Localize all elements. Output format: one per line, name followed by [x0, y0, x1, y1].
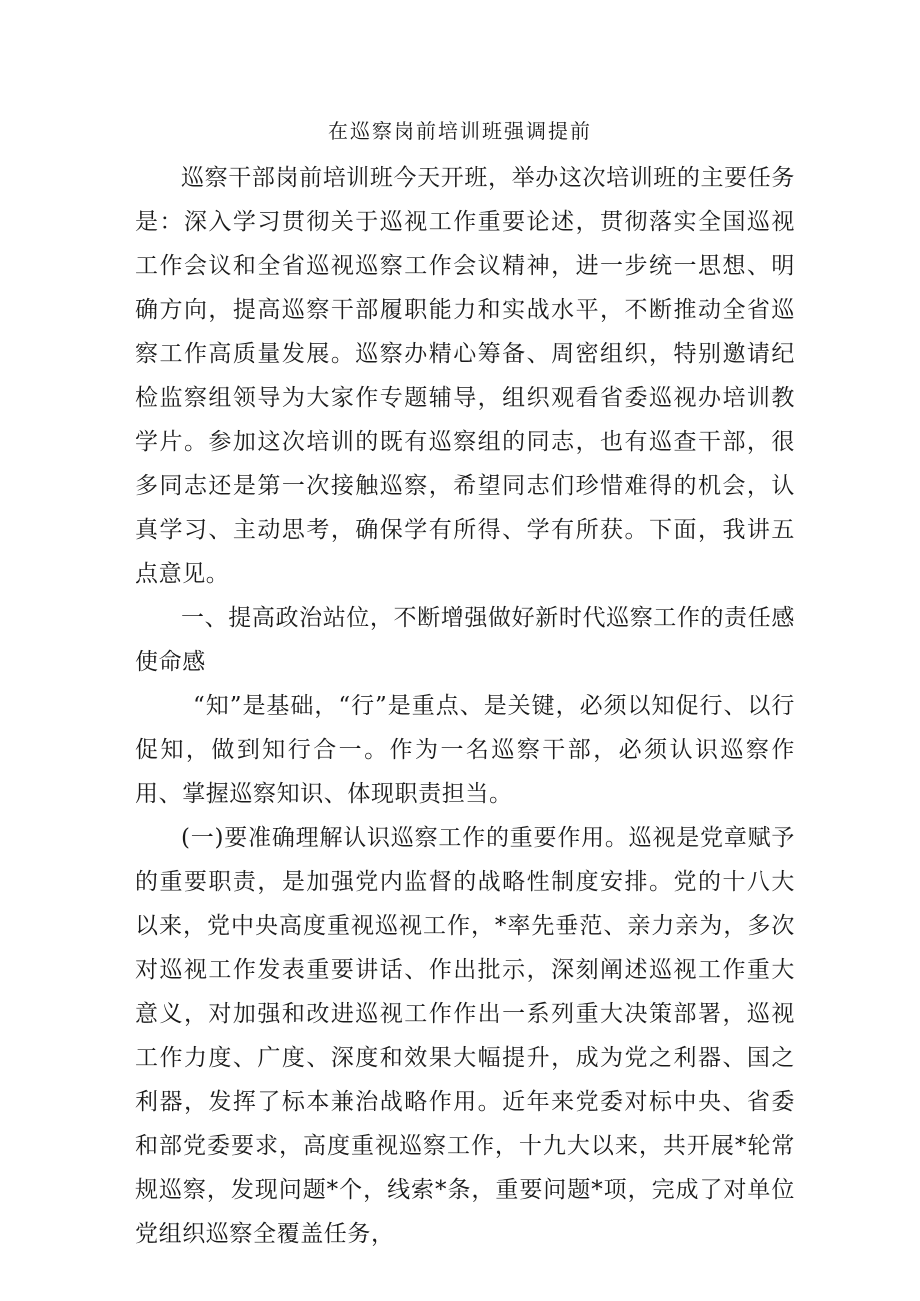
section-heading-1: 一、提高政治站位，不断增强做好新时代巡察工作的责任感使命感: [135, 605, 795, 675]
paragraph-intro: 巡察干部岗前培训班今天开班，举办这次培训班的主要任务是：深入学习贯彻关于巡视工作重要论述，贯彻落实全国巡视工作会议和全省巡视巡察工作会议精神，进一步统一思想、明确方向，提高巡察干部履职能力和实战水平，不断推动全省巡察工作高质量发展。巡察办精心筹备、周密组织，特别邀请纪检监察组领导为大家作专题辅导，组织观看省委巡视办培训教学片。参加这次培训的既有巡察组的同志，也有巡查干部，很多同志还是第一次接触巡察，希望同志们珍惜难得的机会，认真学习、主动思考，确保学有所得、学有所获。下面，我讲五点意见。: [135, 165, 795, 587]
document-body: [135, 156, 795, 1256]
paragraph-knowledge-action: “知”是基础，“行”是重点、是关键，必须以知促行、以行促知，做到知行合一。作为一名巡察干部，必须认识巡察作用、掌握巡察知识、体现职责担当。: [135, 693, 795, 807]
paragraph-subsection-1: (一)要准确理解认识巡察工作的重要作用。巡视是党章赋予的重要职责，是加强党内监督的战略性制度安排。党的十八大以来，党中央高度重视巡视工作，*率先垂范、亲力亲为，多次对巡视工作发表重要讲话、作出批示，深刻阐述巡视工作重大意义，对加强和改进巡视工作作出一系列重大决策部署，巡视工作力度、广度、深度和效果大幅提升，成为党之利器、国之利器，发挥了标本兼治战略作用。近年来党委对标中央、省委和部党委要求，高度重视巡察工作，十九大以来，共开展*轮常规巡察，发现问题*个，线索*条，重要问题*项，完成了对单位党组织巡察全覆盖任务，: [135, 825, 795, 1247]
document-title: 在巡察岗前培训班强调提前: [328, 119, 592, 143]
